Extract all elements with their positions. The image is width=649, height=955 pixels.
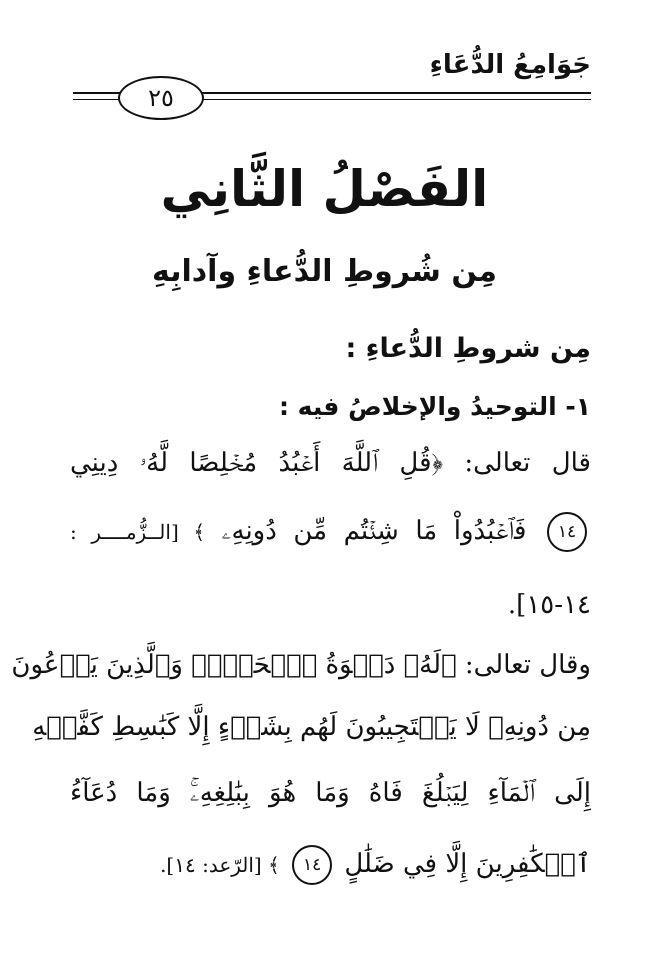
body-line: وقال تعالى: ﴿لَهُۥ دَعۡوَةُ ٱلۡحَقِّۚ وَٱلَّذِينَ يَدۡعُونَ	[11, 650, 591, 680]
body-line	[70, 512, 591, 552]
verse-reference: ﴾ [الــزُّمــــر :	[70, 520, 206, 544]
body-line: إِلَى ٱلۡمَآءِ لِيَبۡلُغَ فَاهُ وَمَا هُوَ بِبَٰلِغِهِۦۚ وَمَا دُعَآءُ	[70, 778, 591, 808]
page-number: ٢٥	[118, 76, 204, 120]
verse-text: فَٱعۡبُدُواْ مَا شِئۡتُم مِّن دُونِهِۦ	[221, 516, 527, 546]
verse-text: ٱلۡكَٰفِرِينَ إِلَّا فِي ضَلَٰلٍ	[344, 849, 591, 879]
verse-reference: ﴾ [الرّعد: ١٤].	[160, 853, 280, 877]
chapter-title: الفَصْلُ الثَّانِي	[160, 160, 489, 218]
chapter-subtitle: مِن شُروطِ الدُّعاءِ وآدابِهِ	[152, 254, 497, 289]
item-heading: ١- التوحيدُ والإخلاصُ فيه :	[278, 392, 591, 421]
verse-number: ١٤	[547, 512, 587, 552]
body-line: مِن دُونِهِۦ لَا يَسۡتَجِيبُونَ لَهُم بِشَيۡءٍ إِلَّا كَبَٰسِطِ كَفَّيۡهِ	[32, 712, 591, 742]
body-line: ١٤-١٥].	[507, 590, 591, 620]
body-line	[70, 845, 591, 885]
section-heading: مِن شروطِ الدُّعاءِ :	[345, 333, 591, 364]
book-title: جَوَامِعُ الدُّعَاءِ	[429, 50, 591, 80]
verse-number: ١٤	[292, 845, 332, 885]
body-line: قال تعالى: ﴿قُلِ ٱللَّهَ أَعۡبُدُ مُخۡلِصًا لَّهُۥ دِينِي	[70, 448, 591, 478]
